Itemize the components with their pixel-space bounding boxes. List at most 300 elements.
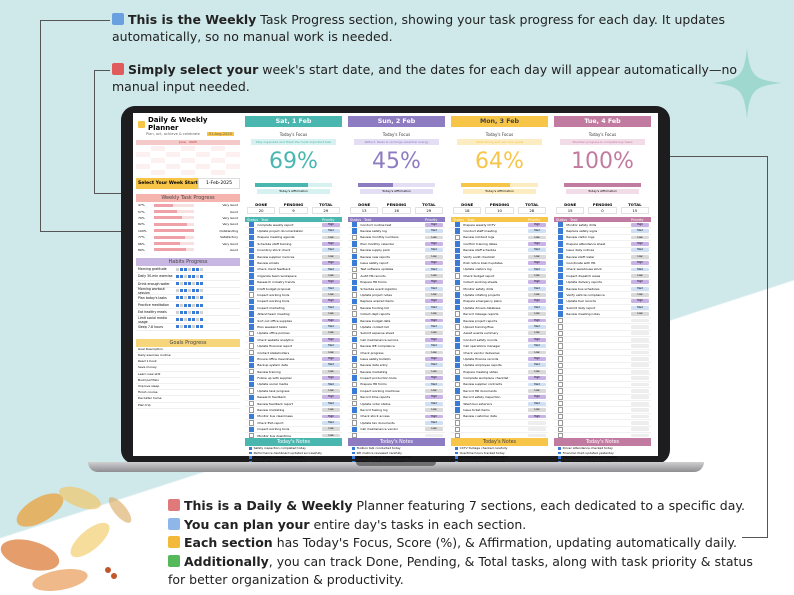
task-name[interactable]: Prepare meeting agenda [257, 235, 295, 240]
task-checkbox[interactable] [352, 401, 357, 406]
task-checkbox[interactable] [558, 427, 563, 432]
task-name[interactable]: Upload training files [463, 324, 494, 329]
calendar-day[interactable] [136, 146, 150, 151]
habit-checkbox[interactable] [200, 268, 203, 271]
task-checkbox[interactable] [352, 235, 357, 240]
habit-checkbox[interactable] [184, 268, 187, 271]
priority-badge[interactable]: High [322, 261, 340, 265]
task-name[interactable]: Review IPE compliance [360, 344, 395, 349]
task-checkbox[interactable] [352, 369, 357, 374]
priority-badge[interactable]: Low [322, 312, 340, 316]
habit-checkbox[interactable] [192, 296, 195, 299]
priority-badge[interactable]: High [528, 319, 546, 323]
calendar-day[interactable] [136, 158, 150, 163]
calendar-day[interactable] [181, 152, 195, 157]
task-name[interactable]: Check budget report [463, 273, 495, 278]
priority-badge[interactable]: Med [425, 402, 443, 406]
habit-checkbox[interactable] [184, 318, 187, 321]
priority-badge[interactable]: High [528, 395, 546, 399]
task-checkbox[interactable] [455, 286, 460, 291]
priority-badge[interactable]: High [425, 319, 443, 323]
task-checkbox[interactable] [455, 356, 460, 361]
task-name[interactable]: Inspect working tools [257, 427, 290, 432]
task-name[interactable]: Call operations manager [463, 344, 501, 349]
calendar-day[interactable] [196, 170, 210, 175]
task-name[interactable]: Inspect dispatch areas [566, 273, 601, 278]
task-name[interactable]: Review budget data [360, 318, 391, 323]
task-name[interactable]: Update order status [360, 401, 391, 406]
priority-badge[interactable]: Low [528, 236, 546, 240]
task-checkbox[interactable] [249, 343, 254, 348]
task-checkbox[interactable] [558, 382, 563, 387]
task-checkbox[interactable] [352, 331, 357, 336]
task-checkbox[interactable] [249, 427, 254, 432]
calendar-day[interactable] [211, 152, 225, 157]
task-checkbox[interactable] [352, 324, 357, 329]
task-checkbox[interactable] [558, 388, 563, 393]
calendar-day[interactable] [151, 146, 165, 151]
task-checkbox[interactable] [558, 343, 563, 348]
task-checkbox[interactable] [558, 286, 563, 291]
task-checkbox[interactable] [352, 292, 357, 297]
task-name[interactable]: Check progress [360, 350, 384, 355]
habit-checkbox[interactable] [188, 289, 191, 292]
task-checkbox[interactable] [558, 337, 563, 342]
task-name[interactable]: Complete workplace checklist [463, 376, 509, 381]
priority-badge[interactable] [631, 370, 649, 374]
task-checkbox[interactable] [249, 260, 254, 265]
task-checkbox[interactable] [352, 343, 357, 348]
priority-badge[interactable] [631, 351, 649, 355]
habit-checkbox[interactable] [188, 325, 191, 328]
task-name[interactable]: Issue daily notices [566, 248, 595, 253]
task-name[interactable]: Update contact list [360, 324, 389, 329]
task-checkbox[interactable] [558, 401, 563, 406]
priority-badge[interactable]: Low [425, 389, 443, 393]
habit-checkbox[interactable] [196, 268, 199, 271]
priority-badge[interactable]: Low [528, 351, 546, 355]
priority-badge[interactable]: Med [528, 229, 546, 233]
calendar-day[interactable] [136, 170, 150, 175]
task-name[interactable]: Monitor safety drills [463, 286, 494, 291]
note-checkbox[interactable] [558, 447, 561, 450]
task-name[interactable]: Prepare HR forms [360, 280, 387, 285]
priority-badge[interactable]: Low [322, 427, 340, 431]
task-checkbox[interactable] [455, 292, 460, 297]
task-checkbox[interactable] [455, 414, 460, 419]
note-text[interactable]: Incident log updated thoroughly [459, 455, 508, 460]
habit-checkbox[interactable] [196, 296, 199, 299]
task-name[interactable]: Inventory stock check [257, 248, 291, 253]
task-checkbox[interactable] [455, 254, 460, 259]
task-checkbox[interactable] [455, 267, 460, 272]
task-checkbox[interactable] [249, 420, 254, 425]
calendar-day[interactable] [151, 158, 165, 163]
calendar-day[interactable] [196, 152, 210, 157]
note-checkbox[interactable] [558, 452, 561, 455]
priority-badge[interactable]: Med [528, 402, 546, 406]
priority-badge[interactable] [528, 421, 546, 425]
calendar-day[interactable] [196, 164, 210, 169]
task-checkbox[interactable] [249, 375, 254, 380]
task-checkbox[interactable] [249, 311, 254, 316]
priority-badge[interactable]: Med [631, 268, 649, 272]
task-checkbox[interactable] [558, 363, 563, 368]
task-checkbox[interactable] [455, 407, 460, 412]
task-name[interactable]: Schedule event logistics [360, 286, 397, 291]
task-checkbox[interactable] [455, 280, 460, 285]
note-checkbox[interactable] [558, 456, 561, 459]
task-checkbox[interactable] [249, 331, 254, 336]
priority-badge[interactable] [631, 427, 649, 431]
priority-badge[interactable]: Med [322, 383, 340, 387]
priority-badge[interactable]: Low [322, 434, 340, 438]
habit-checkbox[interactable] [180, 325, 183, 328]
priority-badge[interactable]: High [425, 261, 443, 265]
priority-badge[interactable]: Low [322, 351, 340, 355]
task-checkbox[interactable] [249, 292, 254, 297]
task-name[interactable]: Review staff schedule [463, 248, 497, 253]
task-name[interactable]: Review funding list [360, 305, 389, 310]
task-checkbox[interactable] [455, 324, 460, 329]
task-checkbox[interactable] [352, 254, 357, 259]
todays-focus-text[interactable]: Start strong and set clear goals [457, 139, 542, 145]
task-name[interactable]: Review customer data [463, 414, 497, 419]
priority-badge[interactable]: Med [425, 268, 443, 272]
task-checkbox[interactable] [352, 363, 357, 368]
calendar-day[interactable] [181, 158, 195, 163]
task-name[interactable]: Update social media [257, 382, 289, 387]
task-checkbox[interactable] [249, 382, 254, 387]
priority-badge[interactable]: High [322, 395, 340, 399]
task-checkbox[interactable] [455, 299, 460, 304]
habit-checkbox[interactable] [180, 282, 183, 285]
task-checkbox[interactable] [558, 292, 563, 297]
priority-badge[interactable]: Low [425, 236, 443, 240]
priority-badge[interactable] [631, 338, 649, 342]
priority-badge[interactable]: Med [528, 287, 546, 291]
priority-badge[interactable]: Low [322, 370, 340, 374]
habit-checkbox[interactable] [192, 311, 195, 314]
priority-badge[interactable]: High [528, 223, 546, 227]
task-checkbox[interactable] [558, 305, 563, 310]
task-name[interactable]: Plan monthly calendar [360, 241, 395, 246]
task-checkbox[interactable] [558, 356, 563, 361]
task-name[interactable]: Monitor safety drills [566, 222, 597, 227]
task-name[interactable]: Assist events summary [463, 331, 499, 336]
note-text[interactable]: Driver attendance checked today [562, 446, 613, 451]
calendar-day[interactable] [166, 170, 180, 175]
habit-checkbox[interactable] [196, 289, 199, 292]
task-name[interactable]: Submit expense sheet [360, 331, 394, 336]
task-name[interactable]: Prepare meeting slides [463, 369, 498, 374]
task-name[interactable]: Confirm training dates [463, 241, 498, 246]
habit-checkbox[interactable] [184, 275, 187, 278]
priority-badge[interactable]: Med [425, 421, 443, 425]
priority-badge[interactable]: High [425, 357, 443, 361]
priority-badge[interactable] [425, 434, 443, 438]
task-name[interactable]: Research feedback [257, 395, 286, 400]
calendar-day[interactable] [166, 152, 180, 157]
habit-checkbox[interactable] [176, 304, 179, 307]
task-name[interactable]: Review monthly numbers [360, 235, 399, 240]
habit-checkbox[interactable] [180, 318, 183, 321]
task-checkbox[interactable] [249, 337, 254, 342]
task-name[interactable]: Research industry trends [257, 280, 295, 285]
calendar-day[interactable] [226, 170, 240, 175]
task-checkbox[interactable] [249, 395, 254, 400]
task-checkbox[interactable] [455, 363, 460, 368]
task-checkbox[interactable] [249, 356, 254, 361]
todays-focus-text[interactable]: Maintain progress & complete key tasks [560, 139, 645, 145]
priority-badge[interactable]: Med [425, 248, 443, 252]
priority-badge[interactable]: Low [322, 255, 340, 259]
priority-badge[interactable] [631, 389, 649, 393]
task-checkbox[interactable] [455, 375, 460, 380]
task-name[interactable]: Call maintenance vendor [360, 427, 399, 432]
calendar-day[interactable] [181, 164, 195, 169]
priority-badge[interactable]: Low [631, 312, 649, 316]
priority-badge[interactable]: Low [528, 389, 546, 393]
habit-checkbox[interactable] [184, 289, 187, 292]
task-checkbox[interactable] [352, 375, 357, 380]
habit-checkbox[interactable] [176, 268, 179, 271]
task-name[interactable]: Record HR documents [463, 388, 497, 393]
task-checkbox[interactable] [249, 318, 254, 323]
priority-badge[interactable]: High [322, 357, 340, 361]
task-checkbox[interactable] [352, 228, 357, 233]
priority-badge[interactable] [631, 408, 649, 412]
task-checkbox[interactable] [249, 299, 254, 304]
task-name[interactable]: Draft budget proposal [257, 286, 291, 291]
task-checkbox[interactable] [249, 267, 254, 272]
task-name[interactable]: Post notice board updates [463, 261, 503, 266]
note-checkbox[interactable] [249, 452, 252, 455]
calendar-day[interactable] [211, 146, 225, 151]
priority-badge[interactable]: Med [322, 402, 340, 406]
task-checkbox[interactable] [352, 388, 357, 393]
task-name[interactable]: Review supply pack [360, 248, 391, 253]
habit-checkbox[interactable] [180, 296, 183, 299]
task-name[interactable]: Verify vehicle compliance [566, 292, 605, 297]
task-name[interactable]: Record safety inspection [463, 395, 501, 400]
task-checkbox[interactable] [352, 356, 357, 361]
priority-badge[interactable]: Low [631, 255, 649, 259]
task-checkbox[interactable] [249, 363, 254, 368]
task-name[interactable]: Check website analytics [257, 337, 294, 342]
habit-checkbox[interactable] [200, 311, 203, 314]
task-checkbox[interactable] [352, 427, 357, 432]
task-checkbox[interactable] [558, 254, 563, 259]
priority-badge[interactable]: Med [528, 268, 546, 272]
task-checkbox[interactable] [249, 254, 254, 259]
task-checkbox[interactable] [455, 369, 460, 374]
priority-badge[interactable]: Med [425, 306, 443, 310]
task-checkbox[interactable] [455, 235, 460, 240]
task-name[interactable]: Review safety log [360, 229, 387, 234]
priority-badge[interactable]: Med [528, 325, 546, 329]
priority-badge[interactable]: High [631, 261, 649, 265]
priority-badge[interactable]: Low [425, 312, 443, 316]
habit-checkbox[interactable] [184, 282, 187, 285]
priority-badge[interactable]: Low [425, 331, 443, 335]
task-name[interactable]: Check EVA report [257, 420, 284, 425]
task-checkbox[interactable] [249, 280, 254, 285]
task-checkbox[interactable] [558, 420, 563, 425]
task-checkbox[interactable] [249, 241, 254, 246]
calendar-day[interactable] [166, 158, 180, 163]
priority-badge[interactable]: Low [631, 236, 649, 240]
priority-badge[interactable]: Med [528, 363, 546, 367]
task-name[interactable]: Update task progress [257, 388, 290, 393]
note-checkbox[interactable] [249, 447, 252, 450]
habit-checkbox[interactable] [192, 282, 195, 285]
priority-badge[interactable]: High [425, 395, 443, 399]
task-name[interactable]: Review training [257, 369, 281, 374]
task-checkbox[interactable] [352, 280, 357, 285]
task-checkbox[interactable] [352, 337, 357, 342]
priority-badge[interactable]: High [322, 319, 340, 323]
priority-badge[interactable]: Med [425, 325, 443, 329]
task-name[interactable]: Update drivers database [463, 305, 501, 310]
task-checkbox[interactable] [455, 401, 460, 406]
note-text[interactable]: Overtime hours tracked today [459, 450, 505, 455]
priority-badge[interactable]: High [425, 376, 443, 380]
task-checkbox[interactable] [455, 343, 460, 348]
task-checkbox[interactable] [249, 407, 254, 412]
calendar-day[interactable] [211, 158, 225, 163]
priority-badge[interactable] [631, 344, 649, 348]
habit-checkbox[interactable] [180, 304, 183, 307]
task-name[interactable]: Inspect working tools [257, 299, 290, 304]
priority-badge[interactable]: Med [528, 344, 546, 348]
task-name[interactable]: Prepare attendance sheet [566, 241, 606, 246]
habit-checkbox[interactable] [192, 268, 195, 271]
priority-badge[interactable]: Med [425, 229, 443, 233]
task-checkbox[interactable] [558, 318, 563, 323]
task-checkbox[interactable] [352, 260, 357, 265]
priority-badge[interactable]: Med [322, 363, 340, 367]
task-checkbox[interactable] [558, 407, 563, 412]
task-name[interactable]: Review project reports [463, 318, 498, 323]
task-name[interactable]: Collect dept reports [360, 312, 391, 317]
task-checkbox[interactable] [455, 260, 460, 265]
habit-checkbox[interactable] [188, 318, 191, 321]
priority-badge[interactable] [631, 395, 649, 399]
priority-badge[interactable] [631, 363, 649, 367]
task-name[interactable]: Conduct staff meeting [463, 229, 497, 234]
habit-checkbox[interactable] [188, 311, 191, 314]
priority-badge[interactable]: Low [425, 274, 443, 278]
task-name[interactable]: Wash bus exteriors [463, 401, 493, 406]
task-name[interactable]: Complete weekly report [257, 222, 294, 227]
habit-checkbox[interactable] [200, 318, 203, 321]
habit-checkbox[interactable] [188, 282, 191, 285]
task-checkbox[interactable] [558, 350, 563, 355]
task-checkbox[interactable] [455, 305, 460, 310]
habit-checkbox[interactable] [184, 296, 187, 299]
task-name[interactable]: Plan weekend tasks [257, 324, 287, 329]
priority-badge[interactable] [631, 357, 649, 361]
priority-badge[interactable]: Low [425, 408, 443, 412]
calendar-day[interactable] [226, 146, 240, 151]
task-checkbox[interactable] [558, 235, 563, 240]
task-checkbox[interactable] [558, 273, 563, 278]
task-checkbox[interactable] [455, 241, 460, 246]
habit-checkbox[interactable] [200, 289, 203, 292]
priority-badge[interactable]: High [528, 261, 546, 265]
todays-focus-text[interactable]: Reflect, Relax & recharge essential energy [354, 139, 439, 145]
habit-checkbox[interactable] [200, 282, 203, 285]
habit-checkbox[interactable] [188, 275, 191, 278]
note-text[interactable]: Toolbox talk conducted today [356, 446, 401, 451]
priority-badge[interactable]: High [631, 223, 649, 227]
task-checkbox[interactable] [455, 382, 460, 387]
task-checkbox[interactable] [455, 388, 460, 393]
task-name[interactable]: Update financial report [257, 344, 293, 349]
habit-checkbox[interactable] [180, 289, 183, 292]
priority-badge[interactable]: High [322, 280, 340, 284]
task-checkbox[interactable] [455, 273, 460, 278]
note-text[interactable]: Performance dashboard updated successfully [253, 450, 322, 455]
priority-badge[interactable] [631, 402, 649, 406]
task-checkbox[interactable] [352, 420, 357, 425]
priority-badge[interactable]: Med [425, 344, 443, 348]
priority-badge[interactable] [528, 434, 546, 438]
task-name[interactable]: Organize team workspace [257, 273, 297, 278]
task-checkbox[interactable] [455, 395, 460, 400]
note-checkbox[interactable] [352, 452, 355, 455]
priority-badge[interactable]: Med [425, 363, 443, 367]
task-checkbox[interactable] [455, 350, 460, 355]
habit-checkbox[interactable] [200, 325, 203, 328]
task-checkbox[interactable] [352, 222, 357, 227]
task-name[interactable]: Check client feedback [257, 267, 291, 272]
calendar-day[interactable] [226, 158, 240, 163]
task-name[interactable]: Monitor bus cleanliness [257, 414, 293, 419]
priority-badge[interactable] [631, 319, 649, 323]
habit-checkbox[interactable] [184, 325, 187, 328]
priority-badge[interactable]: Low [425, 293, 443, 297]
habit-checkbox[interactable] [180, 268, 183, 271]
task-checkbox[interactable] [558, 241, 563, 246]
calendar-day[interactable] [136, 152, 150, 157]
task-name[interactable]: Update employee reports [463, 363, 502, 368]
priority-badge[interactable] [631, 434, 649, 438]
calendar-day[interactable] [166, 146, 180, 151]
task-name[interactable]: Test software updates [360, 267, 394, 272]
habit-checkbox[interactable] [180, 275, 183, 278]
priority-badge[interactable]: High [631, 280, 649, 284]
task-name[interactable]: Verify audit checklist [463, 254, 495, 259]
task-checkbox[interactable] [249, 228, 254, 233]
task-name[interactable]: Update office policies [257, 331, 290, 336]
priority-badge[interactable]: Low [631, 293, 649, 297]
priority-badge[interactable]: Low [322, 274, 340, 278]
priority-badge[interactable] [631, 383, 649, 387]
task-name[interactable]: Review marketing [360, 369, 388, 374]
priority-badge[interactable]: Low [425, 351, 443, 355]
habit-checkbox[interactable] [196, 311, 199, 314]
habit-checkbox[interactable] [176, 282, 179, 285]
habit-checkbox[interactable] [176, 311, 179, 314]
habit-checkbox[interactable] [196, 282, 199, 285]
priority-badge[interactable]: High [528, 299, 546, 303]
task-name[interactable]: Update project notes [360, 292, 392, 297]
task-name[interactable]: Update finance records [463, 356, 499, 361]
task-name[interactable]: Replace expired items [360, 299, 394, 304]
task-checkbox[interactable] [352, 382, 357, 387]
